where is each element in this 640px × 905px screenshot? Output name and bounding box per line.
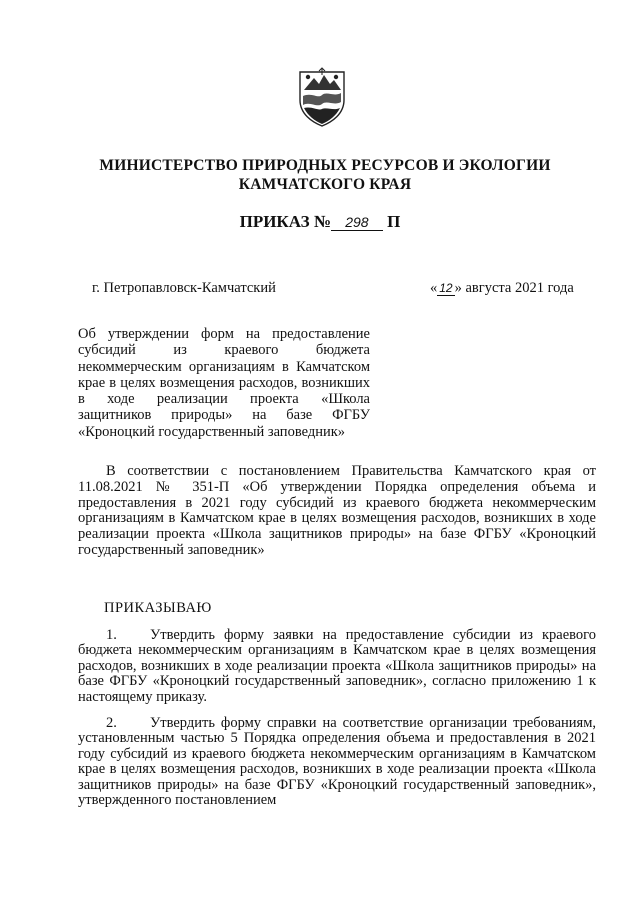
order-date <box>430 280 574 297</box>
place-of-issue: г. Петропавловск-Камчатский <box>92 280 276 296</box>
order-item <box>78 716 596 808</box>
order-prefix: ПРИКАЗ № <box>239 212 331 231</box>
item-text: Утвердить форму справки на соответствие организации требованиям, установленным частью 5 Порядка определения объема и предоставления в 2021 году субсидий из краевого бюджета некоммерческим организациям в Камчатском крае в целях возмещения расходов, возникших в ходе реализации проекта «Школа защитников природы» на базе ФГБУ «Кроноцкий государственный заповедник», утвержденного постановлением <box>78 715 596 809</box>
ministry-name <box>90 156 560 194</box>
ministry-name-line2: КАМЧАТСКОГО КРАЯ <box>238 176 412 193</box>
date-day: 12 <box>439 281 453 295</box>
date-rest: » августа 2021 года <box>454 280 574 296</box>
ministry-name-line1: МИНИСТЕРСТВО ПРИРОДНЫХ РЕСУРСОВ И ЭКОЛОГИИ <box>99 157 551 174</box>
item-number: 2. <box>106 715 117 731</box>
order-item <box>78 628 596 705</box>
coat-of-arms-icon <box>294 66 350 128</box>
item-number: 1. <box>106 627 117 643</box>
command-word: ПРИКАЗЫВАЮ <box>104 600 212 616</box>
order-number: 298 <box>331 214 383 231</box>
order-subject <box>78 326 370 440</box>
order-subject-text: Об утверждении форм на предоставление субсидий из краевого бюджета некоммерческим организациям в Камчатском крае в целях возмещения расходов, возникших в ходе реализации проекта «Школа защитников природы» на базе ФГБУ «Кроноцкий государственный заповедник» <box>78 326 370 440</box>
preamble-paragraph: В соответствии с постановлением Правительства Камчатского края от 11.08.2021 № 351-П «Об утверждении Порядка определения объема и предоставления в 2021 году субсидий из краевого бюджета некоммерческим организациям в Камчатском крае в целях возмещения расходов, возникших в ходе реализации проекта «Школа защитников природы» на базе ФГБУ «Кроноцкий государственный заповедник» <box>78 463 596 558</box>
date-open-quote: « <box>430 280 438 296</box>
item-text: Утвердить форму заявки на предоставление субсидии из краевого бюджета некоммерческим организациям в Камчатском крае в целях возмещения расходов, возникших в ходе реализации проекта «Школа защитников природы» на базе ФГБУ «Кроноцкий государственный заповедник», согласно приложению 1 к настоящему приказу. <box>78 627 596 705</box>
order-suffix: П <box>387 212 401 231</box>
order-title <box>200 212 440 232</box>
